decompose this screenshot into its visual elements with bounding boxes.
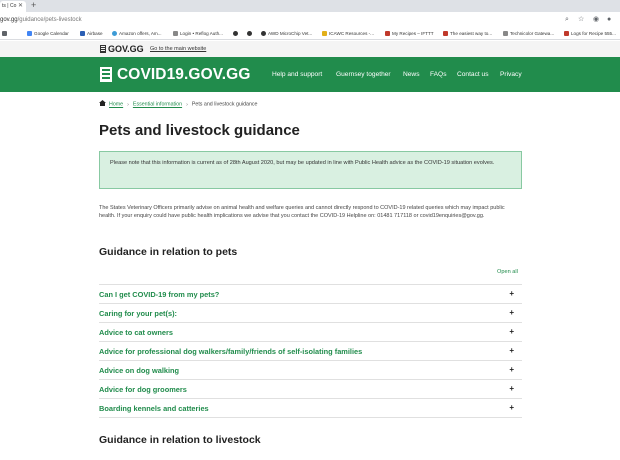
plus-icon[interactable]: + <box>509 365 514 374</box>
breadcrumb <box>99 100 258 108</box>
accordion-item[interactable] <box>99 399 522 418</box>
breadcrumb-current: Pets and livestock guidance <box>191 101 258 108</box>
accordion-label[interactable]: Can I get COVID-19 from my pets? <box>99 290 220 299</box>
main-website-link[interactable]: Go to the main website <box>150 46 207 52</box>
url-path: /guidance/pets-livestock <box>17 17 82 23</box>
bookmark-label: The easiest way to... <box>450 31 493 36</box>
new-tab-button[interactable]: + <box>31 0 37 10</box>
chevron-right-icon: › <box>186 101 188 108</box>
plus-icon[interactable]: + <box>509 308 514 317</box>
easy-icon <box>443 31 448 36</box>
ifttt-icon <box>385 31 390 36</box>
bookmark-item[interactable] <box>80 30 103 38</box>
star-icon[interactable]: ☆ <box>578 16 585 23</box>
bookmark-label: Amazon offers, Am... <box>119 31 162 36</box>
bookmark-label: AWD MicroChip Vet... <box>268 31 313 36</box>
accordion-label[interactable]: Advice for dog groomers <box>99 385 187 394</box>
tab-close-icon[interactable]: ✕ <box>18 3 24 9</box>
breadcrumb-home[interactable]: Home <box>109 101 124 108</box>
site-header <box>0 57 620 92</box>
nav-contact-us[interactable]: Contact us <box>457 71 489 78</box>
airbase-icon <box>80 31 85 36</box>
url-host: gov.gg <box>0 17 18 23</box>
bookmark-item[interactable] <box>233 30 240 38</box>
calendar-icon <box>27 31 32 36</box>
logs-icon <box>564 31 569 36</box>
bookmarks-bar <box>0 28 620 40</box>
plus-icon[interactable]: + <box>509 384 514 393</box>
plus-icon[interactable]: + <box>509 403 514 412</box>
bookmark-label: ICAWC Resources -... <box>329 31 375 36</box>
nav-help-and-support[interactable]: Help and support <box>272 71 323 78</box>
nav-privacy[interactable]: Privacy <box>500 71 522 78</box>
plus-icon[interactable]: + <box>509 346 514 355</box>
accordion-label[interactable]: Advice on dog walking <box>99 366 180 375</box>
bookmark-item[interactable] <box>173 30 223 38</box>
open-all-button[interactable]: Open all <box>497 269 518 275</box>
plus-icon[interactable]: + <box>509 327 514 336</box>
notice-box <box>99 151 522 189</box>
browser-tab-title: ts | Co <box>2 3 17 9</box>
accordion-item[interactable] <box>99 361 522 380</box>
bookmark-item[interactable] <box>112 30 162 38</box>
accordion-label[interactable]: Advice to cat owners <box>99 328 173 337</box>
pets-heading: Guidance in relation to pets <box>99 246 238 258</box>
crest-icon <box>99 67 113 82</box>
accordion-item[interactable] <box>99 380 522 399</box>
browser-tab[interactable] <box>0 1 26 12</box>
nav-news[interactable]: News <box>403 71 420 78</box>
accordion-label[interactable]: Caring for your pet(s): <box>99 309 178 318</box>
bookmark-item[interactable] <box>564 30 616 38</box>
accordion-item[interactable] <box>99 285 522 304</box>
globe-icon <box>247 31 252 36</box>
accordion-item[interactable] <box>99 304 522 323</box>
breadcrumb-essential-information[interactable]: Essential information <box>132 101 183 108</box>
notice-text: Please note that this information is current as of 28th August 2020, but may be updated in line with Public Health advice as the COVID-19 situation evolves. <box>110 160 495 166</box>
profile-icon[interactable]: ● <box>607 16 612 23</box>
bookmark-label: Logs for Recipe 555... <box>571 31 616 36</box>
nav-faqs[interactable]: FAQs <box>430 71 447 78</box>
bookmark-label: Google Calendar <box>34 31 69 36</box>
bookmark-label: Technicolor Gatewa... <box>510 31 555 36</box>
bookmark-item[interactable] <box>503 30 554 38</box>
browser-toolbar <box>0 12 620 28</box>
apps-icon <box>2 31 7 36</box>
bookmark-item[interactable] <box>27 30 69 38</box>
bookmark-item[interactable] <box>2 30 9 38</box>
gov-strip <box>0 41 620 57</box>
search-icon[interactable]: ⌕ <box>565 16 569 23</box>
bookmark-item[interactable] <box>261 30 312 38</box>
reflog-icon <box>173 31 178 36</box>
bookmark-item[interactable] <box>443 30 492 38</box>
globe-icon <box>261 31 266 36</box>
globe-icon <box>233 31 238 36</box>
livestock-heading: Guidance in relation to livestock <box>99 434 261 446</box>
nav-guernsey-together[interactable]: Guernsey together <box>336 71 391 78</box>
chevron-right-icon: › <box>127 101 129 108</box>
accordion-item[interactable] <box>99 342 522 361</box>
crest-icon <box>100 45 106 53</box>
accordion-item[interactable] <box>99 323 522 342</box>
accordion-label[interactable]: Boarding kennels and catteries <box>99 404 209 413</box>
extension-icon[interactable]: ◉ <box>593 16 600 23</box>
bookmark-item[interactable] <box>247 30 254 38</box>
intro-paragraph: The States Veterinary Officers primarily advise on animal health and welfare queries and cannot directly respond to COVID-19 related queries which may impact public health. If your enquiry could have public health implications we advise that you contact the COVID-19 Helpline on: 01481 717118 or covid19enquiries@gov.gg. <box>99 205 505 219</box>
accordion-label[interactable]: Advice for professional dog walkers/family/friends of self-isolating families <box>99 347 363 356</box>
bookmark-item[interactable] <box>322 30 374 38</box>
gov-gg-logo[interactable]: GOV.GG <box>108 44 144 54</box>
amazon-icon <box>112 31 117 36</box>
bookmark-label: Login • Reflog Auth... <box>180 31 223 36</box>
bookmark-label: My Recipes – IFTTT <box>392 31 434 36</box>
technicolor-icon <box>503 31 508 36</box>
address-bar[interactable] <box>0 15 560 25</box>
bookmark-item[interactable] <box>385 30 434 38</box>
home-icon[interactable] <box>99 100 106 106</box>
icawc-icon <box>322 31 327 36</box>
bookmark-label: Airbase <box>87 31 103 36</box>
browser-tab-bar <box>0 0 620 12</box>
page-title: Pets and livestock guidance <box>99 122 300 139</box>
site-brand[interactable]: COVID19.GOV.GG <box>117 66 251 83</box>
plus-icon[interactable]: + <box>509 289 514 298</box>
